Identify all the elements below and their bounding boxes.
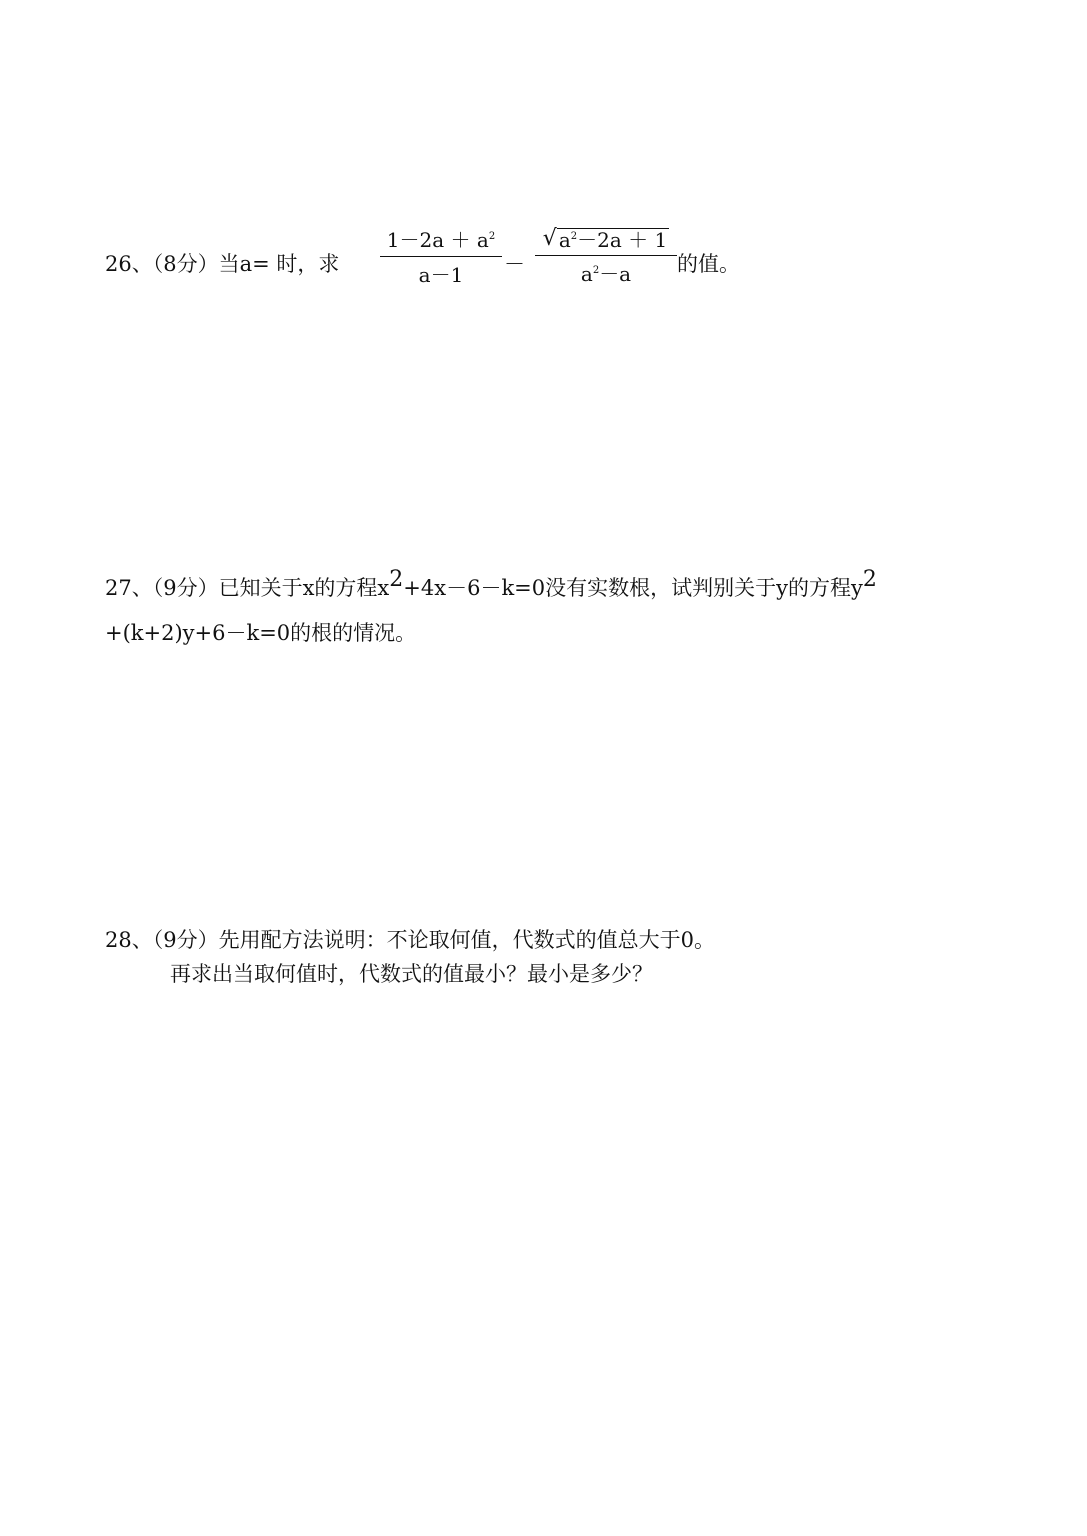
sqrt-sign-icon: √: [542, 226, 557, 251]
q26-fraction-2-denominator: $a^2-a$: [580, 262, 632, 286]
q26-fraction-1-numerator: $1-2a + a^2$: [386, 228, 496, 252]
q27-line-1: 27、（9分）已知关于x的方程$x^2+4x-6-k=0$没有实数根，试判别关于y的方程$y^2$: [105, 567, 877, 600]
q26-minus: －: [504, 252, 525, 276]
q26-fraction-1: [380, 228, 502, 287]
q26-fraction-2-numerator: [535, 226, 677, 251]
q26-radicand: $a^2-2a + 1$: [558, 228, 668, 252]
q28-line-1: 28、（9分）先用配方法说明：不论取何值，代数式的值总大于0。: [105, 928, 715, 952]
q26-fraction-2-bar: [535, 255, 677, 256]
q26-prefix: 26、（8分）当a= 时，求: [105, 252, 340, 276]
q28-line-2: 再求出当取何值时，代数式的值最小？最小是多少？: [170, 962, 653, 986]
q26-fraction-2: [535, 226, 677, 286]
q26-sqrt: [543, 227, 669, 251]
q26-suffix: 的值。: [677, 252, 740, 276]
q27-line-2: +(k+2)y+6－k=0的根的情况。: [105, 621, 417, 645]
q26-fraction-1-bar: [380, 256, 502, 257]
q26-fraction-1-denominator: a－1: [418, 263, 464, 287]
